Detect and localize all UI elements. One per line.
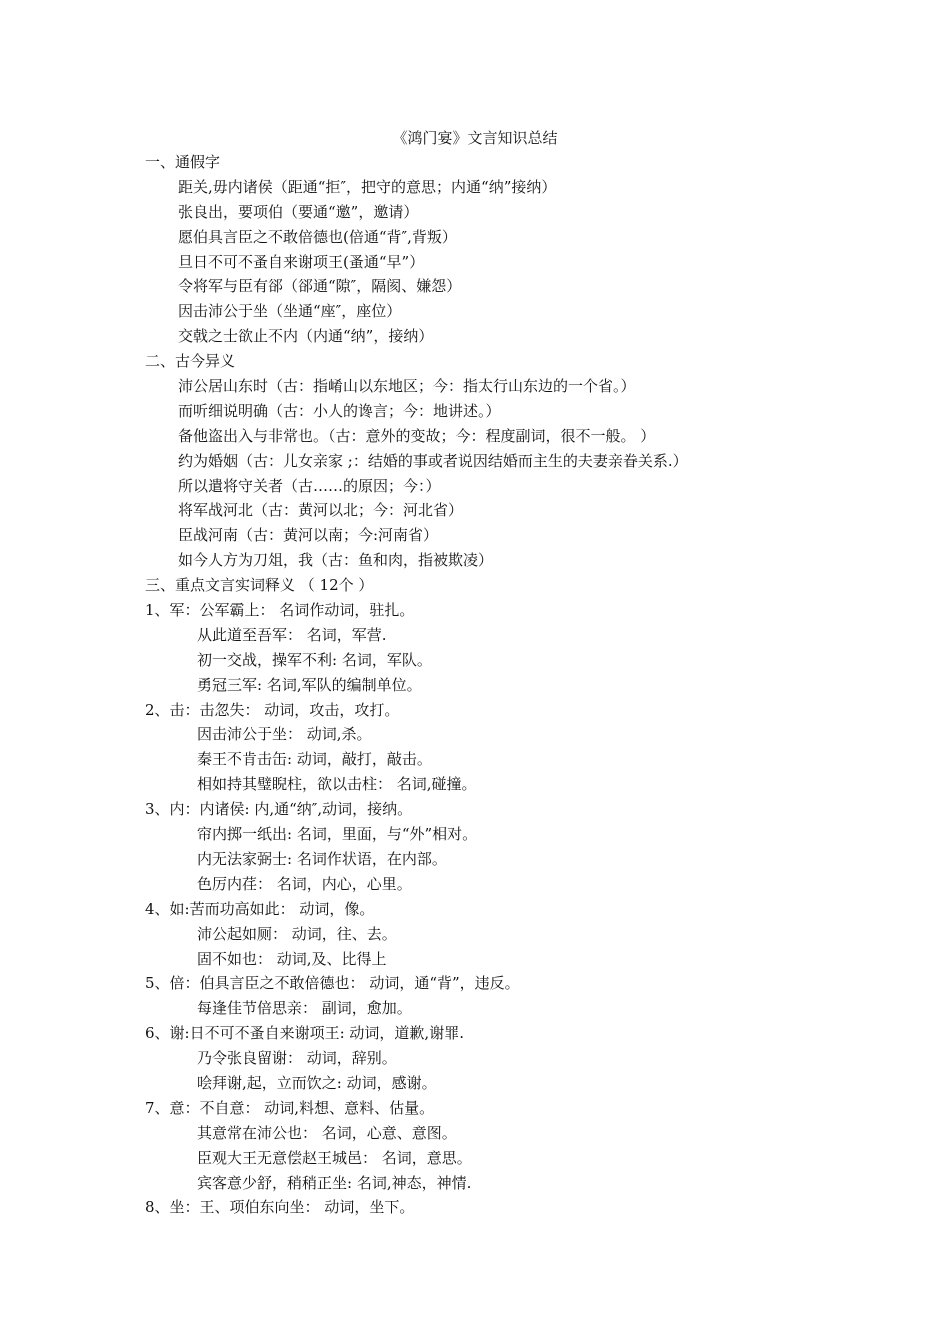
entry-sub: 因击沛公于坐： 动词,杀。 — [197, 725, 372, 744]
entry-sub: 勇冠三军: 名词,军队的编制单位。 — [197, 675, 422, 694]
gujin-yiyi-line: 沛公居山东时（古：指崤山以东地区；今：指太行山东边的一个省。） — [178, 377, 636, 396]
entry-sub: 每逢佳节倍思亲： 副词，愈加。 — [197, 999, 412, 1018]
entry-head: 4、如:苦而功高如此： 动词，像。 — [145, 899, 375, 918]
entry-sub: 帘内掷一纸出: 名词，里面，与“外”相对。 — [197, 825, 478, 844]
gujin-yiyi-line: 如今人方为刀俎，我（古：鱼和肉，指被欺凌） — [178, 551, 494, 570]
tongjiazi-line: 张良出，要项伯（要通“邀”，邀请） — [178, 202, 419, 221]
entry-sub: 从此道至吾军： 名词，军营. — [197, 625, 387, 644]
entry-sub: 乃令张良留谢： 动词，辞别。 — [197, 1049, 397, 1068]
tongjiazi-line: 交戟之士欲止不内（内通“纳”，接纳） — [178, 327, 434, 346]
entry-sub: 固不如也： 动词,及、比得上 — [197, 949, 387, 968]
section-heading: 三、重点文言实词释义 （ 12个 ） — [145, 576, 374, 595]
entry-head: 3、内：内诸侯: 内,通“纳″,动词，接纳。 — [145, 800, 413, 819]
entry-sub: 沛公起如厕： 动词，往、去。 — [197, 924, 397, 943]
entry-sub: 色厉内荏： 名词，内心，心里。 — [197, 874, 412, 893]
gujin-yiyi-line: 而听细说明确（古：小人的谗言；今：地讲述。） — [178, 401, 501, 420]
gujin-yiyi-line: 约为婚姻（古：儿女亲家 ;：结婚的事或者说因结婚而主生的夫妻亲眷关系.） — [178, 451, 688, 470]
entry-sub: 初一交战，操军不利: 名词，军队。 — [197, 650, 432, 669]
gujin-yiyi-line: 臣战河南（古：黄河以南；今:河南省） — [178, 526, 439, 545]
entry-head: 7、意：不自意： 动词,料想、意料、估量。 — [145, 1098, 435, 1117]
tongjiazi-line: 旦日不可不蚤自来谢项王(蚤通“早”） — [178, 252, 425, 271]
tongjiazi-line: 因击沛公于坐（坐通“座″，座位） — [178, 302, 402, 321]
gujin-yiyi-line: 所以遣将守关者（古……的原因；今：） — [178, 476, 441, 495]
document-title: 《鸿门宴》文言知识总结 — [392, 129, 558, 147]
entry-sub: 臣观大王无意偿赵王城邑： 名词，意思。 — [197, 1148, 472, 1167]
entry-sub: 宾客意少舒，稍稍正坐: 名词,神态，神情. — [197, 1173, 472, 1192]
entry-sub: 相如持其璧睨柱，欲以击柱： 名词,碰撞。 — [197, 775, 477, 794]
document-body — [145, 150, 905, 1220]
entry-head: 5、倍：伯具言臣之不敢倍德也： 动词，通“背”，违反。 — [145, 974, 520, 993]
entry-head: 6、谢:日不可不蚤自来谢项王: 动词，道歉,谢罪. — [145, 1024, 464, 1043]
entry-head: 8、坐：王、项伯东向坐： 动词，坐下。 — [145, 1198, 415, 1217]
gujin-yiyi-line: 备他盗出入与非常也。（古：意外的变故；今：程度副词，很不一般。 ） — [178, 426, 656, 445]
entry-sub: 哙拜谢,起，立而饮之: 动词，感谢。 — [197, 1073, 437, 1092]
entry-sub: 其意常在沛公也： 名词，心意、意图。 — [197, 1123, 457, 1142]
tongjiazi-line: 距关,毋内诸侯（距通“拒″，把守的意思；内通“纳”接纳） — [178, 177, 557, 196]
entry-sub: 秦王不肯击缶: 动词，敲打，敲击。 — [197, 750, 432, 769]
entry-head: 1、军：公军霸上： 名词作动词，驻扎。 — [145, 601, 415, 620]
tongjiazi-line: 愿伯具言臣之不敢倍德也(倍通“背″,背叛） — [178, 227, 457, 246]
tongjiazi-line: 令将军与臣有郤（郤通“隙″，隔阂、嫌怨） — [178, 277, 462, 296]
section-heading: 二、古今异义 — [145, 352, 236, 371]
gujin-yiyi-line: 将军战河北（古：黄河以北；今：河北省） — [178, 501, 464, 520]
section-heading: 一、通假字 — [145, 153, 221, 171]
entry-head: 2、击：击忽失： 动词，攻击，攻打。 — [145, 700, 400, 719]
entry-sub: 内无法家弼士: 名词作状语，在内部。 — [197, 849, 447, 868]
